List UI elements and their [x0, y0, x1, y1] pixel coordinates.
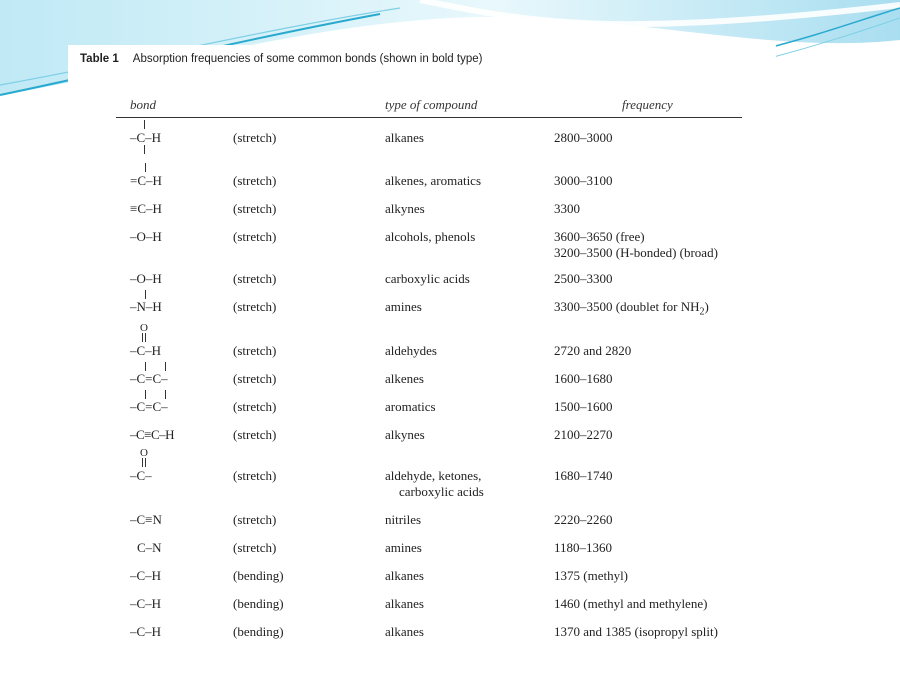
frequency-line: 3600–3650 (free): [554, 229, 645, 244]
bond-stub: [145, 290, 146, 299]
oxygen-atom: O: [140, 322, 148, 334]
mode-cell: (stretch): [233, 343, 277, 358]
bond-stub: [165, 362, 166, 371]
caption-label: Table 1: [80, 53, 119, 65]
bond-formula: =C–H: [130, 173, 162, 188]
mode-cell: (bending): [233, 596, 284, 611]
bond-formula: –N–H: [130, 299, 162, 314]
bond-cell: –C–H: [130, 624, 162, 639]
bond-stub: [145, 390, 146, 399]
frequency-subscript: 2: [699, 306, 705, 318]
table-row: [0, 596, 900, 620]
oxygen-atom: O: [140, 447, 148, 459]
compound-cell: alkynes: [385, 427, 425, 442]
compound-cell: aromatics: [385, 399, 436, 414]
bond-cell: ≡C–H: [130, 201, 162, 216]
table-row: [0, 229, 900, 261]
double-bond: [142, 458, 146, 467]
frequency-cell: 2720 and 2820: [554, 343, 632, 358]
mode-cell: (stretch): [233, 468, 277, 483]
bond-cell: [130, 447, 152, 484]
bond-formula: –C–H: [130, 343, 162, 358]
table-row: [0, 371, 900, 395]
bond-cell: [130, 299, 162, 315]
table-row: [0, 322, 900, 367]
frequency-cell: 2220–2260: [554, 512, 613, 527]
compound-cell: alkanes: [385, 568, 424, 583]
mode-cell: (stretch): [233, 130, 277, 145]
bond-stub: [165, 390, 166, 399]
mode-cell: (stretch): [233, 201, 277, 216]
mode-cell: (stretch): [233, 427, 277, 442]
frequency-text: 3300–3500 (doublet for NH: [554, 299, 700, 314]
mode-cell: (bending): [233, 568, 284, 583]
bond-cell: –C≡N: [130, 512, 162, 527]
header-bond: bond: [130, 97, 156, 112]
mode-cell: (stretch): [233, 271, 277, 286]
frequency-cell: 1600–1680: [554, 371, 613, 386]
compound-cell: nitriles: [385, 512, 422, 527]
bond-cell: [130, 173, 162, 189]
table-row: [0, 512, 900, 536]
bond-cell: –C≡C–H: [130, 427, 175, 442]
mode-cell: (bending): [233, 624, 284, 639]
frequency-cell: 2800–3000: [554, 130, 613, 145]
compound-cell: alkenes, aromatics: [385, 173, 482, 188]
bond-cell: –O–H: [130, 271, 162, 286]
compound-cell: amines: [385, 299, 422, 314]
mode-cell: (stretch): [233, 229, 277, 244]
frequency-line: 3200–3500 (H-bonded) (broad): [554, 245, 718, 260]
header-frequency: frequency: [622, 97, 673, 112]
frequency-cell: [554, 299, 709, 321]
table-row: [0, 173, 900, 197]
table-row: [0, 271, 900, 295]
compound-cell: alkanes: [385, 596, 424, 611]
table-caption: [80, 53, 482, 65]
bond-stub: [145, 163, 146, 172]
compound-cell: alkynes: [385, 201, 425, 216]
compound-cell: alkanes: [385, 624, 424, 639]
frequency-cell: 1375 (methyl): [554, 568, 629, 583]
frequency-cell: 3000–3100: [554, 173, 613, 188]
frequency-text-end: ): [704, 299, 709, 314]
bond-cell: C–N: [137, 540, 162, 555]
table-row: [0, 399, 900, 423]
compound-cell: carboxylic acids: [385, 271, 470, 286]
bond-stub: [145, 362, 146, 371]
bond-formula: –C–H: [130, 130, 162, 145]
bond-formula: –C=C–: [130, 371, 168, 386]
frequency-cell: 1370 and 1385 (isopropyl split): [554, 624, 718, 639]
bond-formula: –C=C–: [130, 399, 168, 414]
table-row: [0, 540, 900, 564]
bond-cell: –C–H: [130, 596, 162, 611]
frequency-cell: 1460 (methyl and methylene): [554, 596, 708, 611]
caption-text: Absorption frequencies of some common bonds (shown in bold type): [132, 53, 483, 65]
frequency-cell: 1500–1600: [554, 399, 613, 414]
compound-cell: alkenes: [385, 371, 424, 386]
mode-cell: (stretch): [233, 399, 277, 414]
table-row: [0, 447, 900, 502]
compound-line: carboxylic acids: [399, 484, 484, 499]
header-rule: [116, 117, 742, 118]
compound-cell: aldehydes: [385, 343, 437, 358]
double-bond: [142, 333, 146, 342]
mode-cell: (stretch): [233, 299, 277, 314]
frequency-cell: 3300: [554, 201, 580, 216]
bond-cell: [130, 399, 168, 415]
frequency-cell: 2100–2270: [554, 427, 613, 442]
compound-cell: alkanes: [385, 130, 424, 145]
compound-cell: amines: [385, 540, 422, 555]
table-row: [0, 299, 900, 323]
bond-formula: –C–: [130, 468, 152, 483]
table-row: [0, 201, 900, 225]
table-row: [0, 568, 900, 592]
bond-cell: –C–H: [130, 568, 162, 583]
mode-cell: (stretch): [233, 173, 277, 188]
bond-cell: –O–H: [130, 229, 162, 244]
bond-cell: [130, 371, 168, 387]
header-type: type of compound: [385, 97, 478, 112]
bond-stub: [144, 120, 145, 129]
mode-cell: (stretch): [233, 371, 277, 386]
compound-cell: [385, 468, 484, 500]
table-row: [0, 624, 900, 648]
mode-cell: (stretch): [233, 540, 277, 555]
table-row: [0, 427, 900, 451]
frequency-cell: 2500–3300: [554, 271, 613, 286]
bond-stub: [144, 145, 145, 154]
bond-cell: [130, 322, 162, 359]
compound-cell: alcohols, phenols: [385, 229, 476, 244]
frequency-cell: 1680–1740: [554, 468, 613, 483]
bond-cell: [130, 130, 161, 146]
frequency-cell: 1180–1360: [554, 540, 613, 555]
table-row: [0, 130, 900, 154]
mode-cell: (stretch): [233, 512, 277, 527]
compound-line: aldehyde, ketones,: [385, 468, 482, 483]
frequency-cell: [554, 229, 718, 261]
